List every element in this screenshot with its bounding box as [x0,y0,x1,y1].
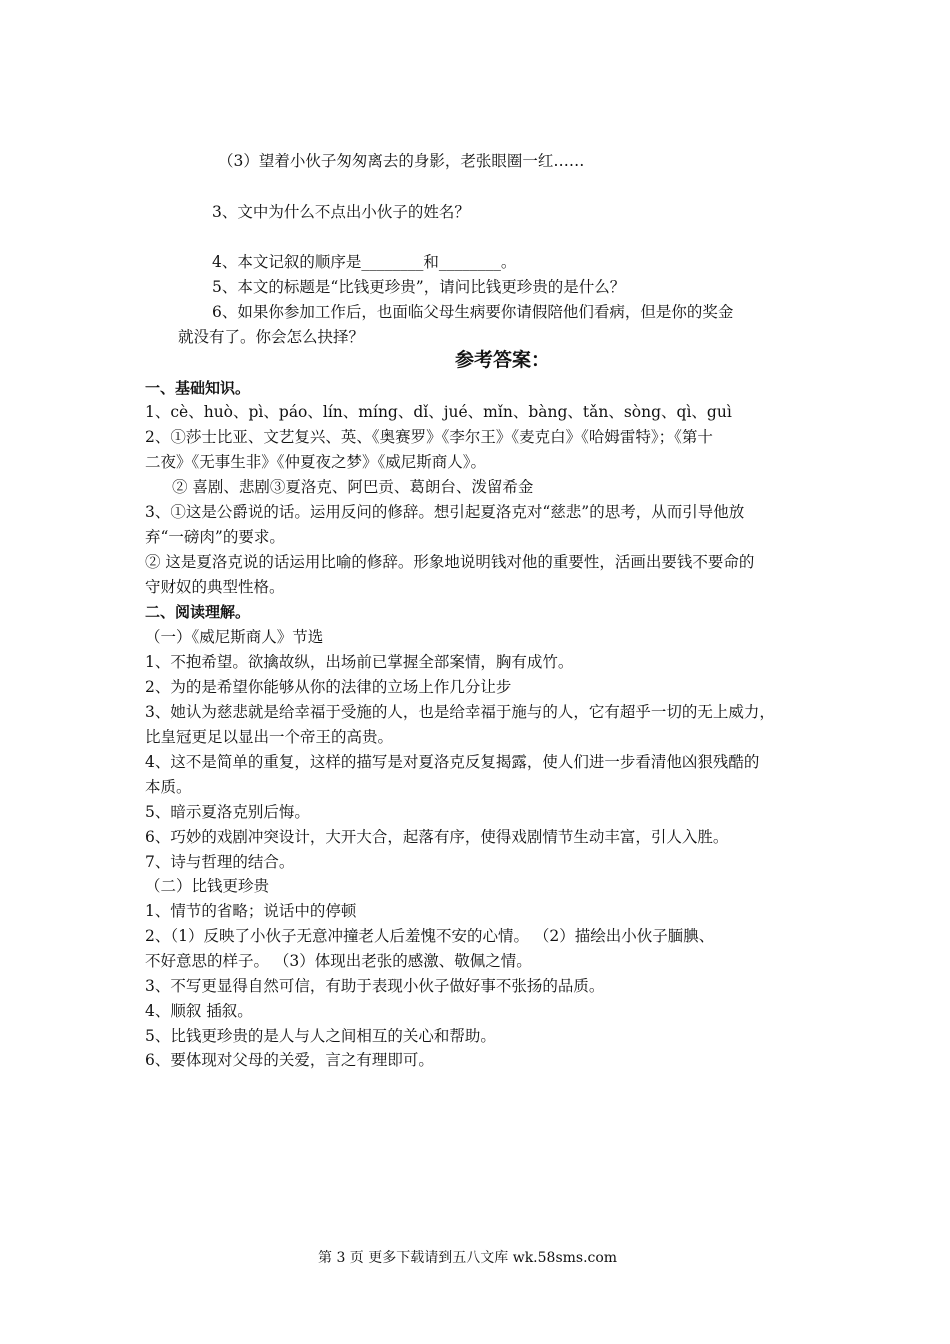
reading-1-answer-5: 5、暗示夏洛克别后悔。 [145,803,310,821]
basic-answer-2-line-3: ② 喜剧、悲剧③夏洛克、阿巴贡、葛朗台、泼留希金 [172,478,534,496]
reading-2-answer-2-line-2: 不好意思的样子。 （3）体现出老张的感激、敬佩之情。 [145,952,532,970]
basic-answer-2-line-2: 二夜》《无事生非》《仲夏夜之梦》《威尼斯商人》。 [145,453,487,471]
reading-2-answer-3: 3、不写更显得自然可信，有助于表现小伙子做好事不张扬的品质。 [145,977,605,995]
reading-2-answer-5: 5、比钱更珍贵的是人与人之间相互的关心和帮助。 [145,1027,496,1045]
question-5: 5、本文的标题是“比钱更珍贵”，请问比钱更珍贵的是什么？ [212,278,626,296]
page-footer: 第 3 页 更多下载请到五八文库 wk.58sms.com [318,1250,618,1266]
question-6-line-2: 就没有了。你会怎么抉择？ [178,328,365,346]
reading-part-1-title: （一）《威尼斯商人》节选 [145,628,324,646]
reading-1-answer-3-line-2: 比皇冠更足以显出一个帝王的高贵。 [145,728,394,746]
basic-answer-2-line-1: 2、①莎士比亚、文艺复兴、英、《奥赛罗》《李尔王》《麦克白》《哈姆雷特》；《第十 [145,428,713,446]
basic-answer-3-line-4: 守财奴的典型性格。 [145,578,285,596]
reading-1-answer-7: 7、诗与哲理的结合。 [145,853,295,871]
reading-part-2-title: （二）比钱更珍贵 [145,877,270,895]
reading-1-answer-4-line-2: 本质。 [145,778,192,796]
reading-2-answer-1: 1、情节的省略；说话中的停顿 [145,902,357,920]
question-4: 4、本文记叙的顺序是________和________。 [212,253,517,271]
reading-2-answer-4: 4、顺叙 插叙。 [145,1002,253,1020]
reading-1-answer-4-line-1: 4、这不是简单的重复，这样的描写是对夏洛克反复揭露，使人们进一步看清他凶狠残酷的 [145,753,760,771]
reading-1-answer-2: 2、为的是希望你能够从你的法律的立场上作几分让步 [145,678,512,696]
reading-2-answer-2-line-1: 2、（1）反映了小伙子无意冲撞老人后羞愧不安的心情。 （2）描绘出小伙子腼腆、 [145,927,715,945]
question-3: 3、文中为什么不点出小伙子的姓名？ [212,203,470,221]
reading-heading: 二、阅读理解。 [145,603,251,621]
reading-1-answer-3-line-1: 3、她认为慈悲就是给幸福于受施的人，也是给幸福于施与的人，它有超乎一切的无上威力， [145,703,775,721]
reading-2-answer-6: 6、要体现对父母的关爱，言之有理即可。 [145,1051,434,1069]
question-6-line-1: 6、如果你参加工作后，也面临父母生病要你请假陪他们看病，但是你的奖金 [212,303,734,321]
reading-1-answer-6: 6、巧妙的戏剧冲突设计，大开大合，起落有序，使得戏剧情节生动丰富，引人入胜。 [145,828,729,846]
basic-answer-1: 1、cè、huò、pì、páo、lín、míng、dǐ、jué、mǐn、bàng、tǎn、sòng、qì、guì [145,403,732,421]
basic-answer-3-line-3: ② 这是夏洛克说的话运用比喻的修辞。形象地说明钱对他的重要性，活画出要钱不要命的 [145,553,755,571]
basic-answer-3-line-1: 3、①这是公爵说的话。运用反问的修辞。想引起夏洛克对“慈悲”的思考，从而引导他放 [145,503,745,521]
answers-title: 参考答案： [455,349,551,371]
basic-knowledge-heading: 一、基础知识。 [145,379,251,397]
question-3-part-3: （3）望着小伙子匆匆离去的身影，老张眼圈一红…… [218,152,585,170]
basic-answer-3-line-2: 弃“一磅肉”的要求。 [145,528,285,546]
reading-1-answer-1: 1、不抱希望。欲擒故纵，出场前已掌握全部案情，胸有成竹。 [145,653,574,671]
